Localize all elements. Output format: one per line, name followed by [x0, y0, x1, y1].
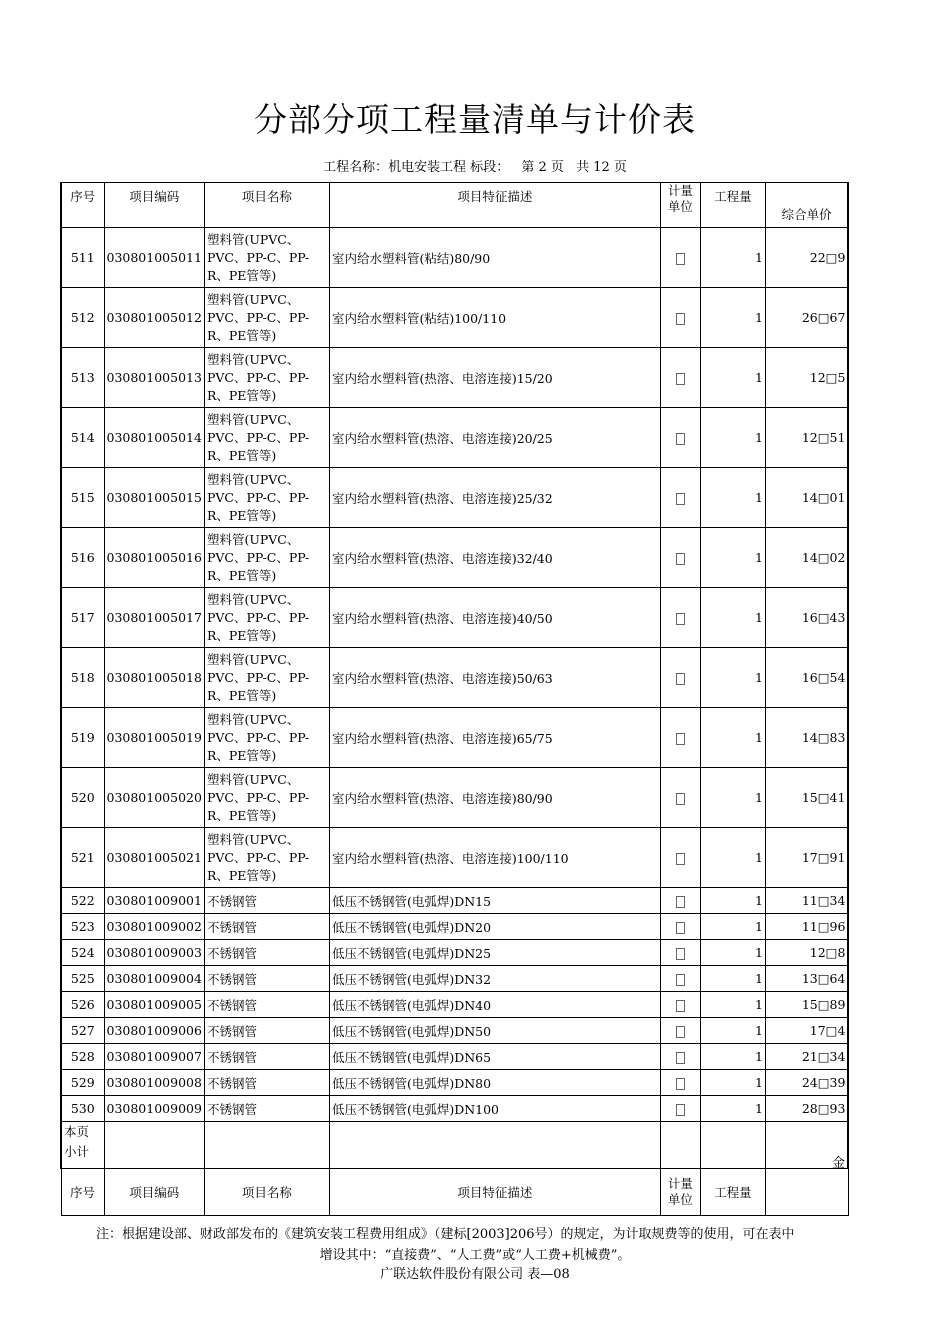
row-desc: 低压不锈钢管(电弧焊)DN20 [329, 914, 660, 940]
unit-glyph-icon [676, 853, 685, 865]
row-desc: 室内给水塑料管(热溶、电溶连接)100/110 [329, 828, 660, 888]
company-footer: 广联达软件股份有限公司 表—08 [380, 1267, 570, 1282]
row-seq: 516 [61, 528, 104, 588]
unit-glyph-icon [676, 1000, 685, 1012]
row-desc: 室内给水塑料管(粘结)80/90 [329, 228, 660, 288]
unit-glyph-icon [676, 1052, 685, 1064]
row-unit [660, 348, 700, 408]
table-row [61, 708, 848, 768]
row-desc: 低压不锈钢管(电弧焊)DN80 [329, 1070, 660, 1096]
row-desc: 低压不锈钢管(电弧焊)DN32 [329, 966, 660, 992]
row-qty: 1 [700, 768, 765, 828]
row-seq: 513 [61, 348, 104, 408]
unit-glyph-icon [676, 896, 685, 908]
row-price: 11□96 [765, 914, 848, 940]
row-code: 030801005021 [104, 828, 204, 888]
table-row [61, 408, 848, 468]
row-desc: 低压不锈钢管(电弧焊)DN65 [329, 1044, 660, 1070]
row-unit [660, 828, 700, 888]
row-qty: 1 [700, 992, 765, 1018]
row-name: 不锈钢管 [204, 940, 329, 966]
table-row [61, 888, 848, 914]
row-code: 030801009002 [104, 914, 204, 940]
row-desc: 室内给水塑料管(热溶、电溶连接)40/50 [329, 588, 660, 648]
row-qty: 1 [700, 828, 765, 888]
row-code: 030801009008 [104, 1070, 204, 1096]
row-price: 13□64 [765, 966, 848, 992]
row-code: 030801005015 [104, 468, 204, 528]
row-unit [660, 288, 700, 348]
unit-glyph-icon [676, 553, 685, 565]
row-name: 不锈钢管 [204, 1070, 329, 1096]
row-seq: 517 [61, 588, 104, 648]
table-header [61, 183, 848, 228]
row-name: 塑料管(UPVC、PVC、PP-C、PP-R、PE管等) [204, 588, 329, 648]
row-unit [660, 768, 700, 828]
subtotal-cell [204, 1122, 329, 1169]
row-seq: 524 [61, 940, 104, 966]
row-code: 030801005011 [104, 228, 204, 288]
row-price: 16□54 [765, 648, 848, 708]
row-price: 12□5 [765, 348, 848, 408]
unit-glyph-icon [676, 793, 685, 805]
row-unit [660, 408, 700, 468]
row-seq: 523 [61, 914, 104, 940]
row-price: 26□67 [765, 288, 848, 348]
unit-glyph-icon [676, 433, 685, 445]
row-seq: 528 [61, 1044, 104, 1070]
page-title: 分部分项工程量清单与计价表 [254, 100, 696, 139]
row-seq: 521 [61, 828, 104, 888]
row-unit [660, 1018, 700, 1044]
row-code: 030801009009 [104, 1096, 204, 1122]
row-desc: 室内给水塑料管(热溶、电溶连接)15/20 [329, 348, 660, 408]
row-qty: 1 [700, 468, 765, 528]
unit-glyph-icon [676, 974, 685, 986]
row-code: 030801009003 [104, 940, 204, 966]
row-qty: 1 [700, 1096, 765, 1122]
row-qty: 1 [700, 528, 765, 588]
row-desc: 低压不锈钢管(电弧焊)DN100 [329, 1096, 660, 1122]
header-name: 项目名称 [204, 183, 329, 228]
row-desc: 低压不锈钢管(电弧焊)DN40 [329, 992, 660, 1018]
table-row [61, 940, 848, 966]
row-seq: 529 [61, 1070, 104, 1096]
row-price: 17□91 [765, 828, 848, 888]
row-desc: 室内给水塑料管(粘结)100/110 [329, 288, 660, 348]
row-name: 不锈钢管 [204, 1044, 329, 1070]
row-unit [660, 528, 700, 588]
table-row [61, 1070, 848, 1096]
table-row [61, 828, 848, 888]
table-row [61, 348, 848, 408]
gold-label: 金 [832, 1156, 846, 1171]
table-row [61, 648, 848, 708]
row-price: 22□9 [765, 228, 848, 288]
footer-price [765, 1169, 848, 1216]
unit-glyph-icon [676, 948, 685, 960]
unit-glyph-icon [676, 922, 685, 934]
row-unit [660, 588, 700, 648]
row-seq: 519 [61, 708, 104, 768]
row-unit [660, 888, 700, 914]
row-desc: 室内给水塑料管(热溶、电溶连接)50/63 [329, 648, 660, 708]
row-name: 不锈钢管 [204, 888, 329, 914]
table-row [61, 1096, 848, 1122]
row-seq: 522 [61, 888, 104, 914]
row-code: 030801005012 [104, 288, 204, 348]
subtotal-row [61, 1122, 848, 1169]
row-unit [660, 940, 700, 966]
header-qty: 工程量 [700, 183, 765, 228]
row-seq: 514 [61, 408, 104, 468]
row-qty: 1 [700, 408, 765, 468]
row-desc: 低压不锈钢管(电弧焊)DN15 [329, 888, 660, 914]
row-qty: 1 [700, 348, 765, 408]
row-price: 14□01 [765, 468, 848, 528]
table-row [61, 528, 848, 588]
row-qty: 1 [700, 966, 765, 992]
footer-unit: 计量 单位 [660, 1169, 700, 1216]
note-line-2: 增设其中：“直接费”、“人工费”或“人工费+机械费”。 [319, 1248, 631, 1263]
row-name: 塑料管(UPVC、PVC、PP-C、PP-R、PE管等) [204, 708, 329, 768]
table-row [61, 992, 848, 1018]
row-price: 15□89 [765, 992, 848, 1018]
row-qty: 1 [700, 288, 765, 348]
row-unit [660, 468, 700, 528]
row-code: 030801005016 [104, 528, 204, 588]
row-seq: 512 [61, 288, 104, 348]
row-name: 塑料管(UPVC、PVC、PP-C、PP-R、PE管等) [204, 348, 329, 408]
table-row [61, 588, 848, 648]
row-price: 14□83 [765, 708, 848, 768]
row-seq: 518 [61, 648, 104, 708]
row-desc: 低压不锈钢管(电弧焊)DN25 [329, 940, 660, 966]
row-name: 塑料管(UPVC、PVC、PP-C、PP-R、PE管等) [204, 528, 329, 588]
footer-code: 项目编码 [104, 1169, 204, 1216]
row-unit [660, 966, 700, 992]
row-code: 030801009006 [104, 1018, 204, 1044]
header-code: 项目编码 [104, 183, 204, 228]
row-qty: 1 [700, 888, 765, 914]
bill-table [60, 182, 849, 1216]
row-code: 030801009005 [104, 992, 204, 1018]
row-qty: 1 [700, 1044, 765, 1070]
row-name: 塑料管(UPVC、PVC、PP-C、PP-R、PE管等) [204, 228, 329, 288]
header-unit: 计量 单位 [660, 183, 700, 228]
row-qty: 1 [700, 1070, 765, 1096]
unit-glyph-icon [676, 1026, 685, 1038]
table-row [61, 1044, 848, 1070]
row-unit [660, 1070, 700, 1096]
row-desc: 室内给水塑料管(热溶、电溶连接)32/40 [329, 528, 660, 588]
table-row [61, 914, 848, 940]
row-qty: 1 [700, 1018, 765, 1044]
row-price: 17□4 [765, 1018, 848, 1044]
row-unit [660, 648, 700, 708]
row-price: 16□43 [765, 588, 848, 648]
note-line-1: 注：根据建设部、财政部发布的《建筑安装工程费用组成》（建标[2003]206号）的规定，为计取规费等的使用，可在表中 [96, 1227, 795, 1242]
row-qty: 1 [700, 914, 765, 940]
row-price: 11□34 [765, 888, 848, 914]
row-code: 030801005019 [104, 708, 204, 768]
row-desc: 室内给水塑料管(热溶、电溶连接)20/25 [329, 408, 660, 468]
subtotal-cell [104, 1122, 204, 1169]
unit-glyph-icon [676, 493, 685, 505]
row-price: 15□41 [765, 768, 848, 828]
row-price: 12□51 [765, 408, 848, 468]
subtotal-cell [329, 1122, 660, 1169]
table-row [61, 966, 848, 992]
row-code: 030801005020 [104, 768, 204, 828]
row-seq: 526 [61, 992, 104, 1018]
header-desc: 项目特征描述 [329, 183, 660, 228]
row-name: 塑料管(UPVC、PVC、PP-C、PP-R、PE管等) [204, 288, 329, 348]
footer-desc: 项目特征描述 [329, 1169, 660, 1216]
page-number: 第 2 页 [521, 160, 564, 175]
row-name: 不锈钢管 [204, 966, 329, 992]
row-unit [660, 1044, 700, 1070]
table-row [61, 468, 848, 528]
row-seq: 527 [61, 1018, 104, 1044]
row-seq: 525 [61, 966, 104, 992]
subtotal-label: 本页 小计 [61, 1122, 104, 1169]
row-code: 030801005014 [104, 408, 204, 468]
row-desc: 室内给水塑料管(热溶、电溶连接)65/75 [329, 708, 660, 768]
page-total: 共 12 页 [576, 160, 627, 175]
row-name: 塑料管(UPVC、PVC、PP-C、PP-R、PE管等) [204, 468, 329, 528]
subtotal-cell [700, 1122, 765, 1169]
unit-glyph-icon [676, 253, 685, 265]
row-price: 24□39 [765, 1070, 848, 1096]
table-row [61, 1018, 848, 1044]
row-name: 不锈钢管 [204, 1096, 329, 1122]
row-unit [660, 228, 700, 288]
row-name: 不锈钢管 [204, 992, 329, 1018]
header-price: 综合单价 [765, 183, 848, 228]
table-row [61, 228, 848, 288]
row-qty: 1 [700, 708, 765, 768]
row-seq: 511 [61, 228, 104, 288]
subtotal-cell [660, 1122, 700, 1169]
row-desc: 低压不锈钢管(电弧焊)DN50 [329, 1018, 660, 1044]
row-seq: 520 [61, 768, 104, 828]
row-code: 030801009007 [104, 1044, 204, 1070]
row-seq: 515 [61, 468, 104, 528]
row-unit [660, 708, 700, 768]
row-price: 28□93 [765, 1096, 848, 1122]
row-qty: 1 [700, 228, 765, 288]
row-qty: 1 [700, 940, 765, 966]
row-name: 塑料管(UPVC、PVC、PP-C、PP-R、PE管等) [204, 828, 329, 888]
footer-qty: 工程量 [700, 1169, 765, 1216]
row-name: 塑料管(UPVC、PVC、PP-C、PP-R、PE管等) [204, 648, 329, 708]
row-code: 030801009004 [104, 966, 204, 992]
unit-glyph-icon [676, 373, 685, 385]
unit-glyph-icon [676, 673, 685, 685]
row-code: 030801005013 [104, 348, 204, 408]
row-desc: 室内给水塑料管(热溶、电溶连接)25/32 [329, 468, 660, 528]
row-price: 12□8 [765, 940, 848, 966]
row-qty: 1 [700, 588, 765, 648]
unit-glyph-icon [676, 733, 685, 745]
row-name: 塑料管(UPVC、PVC、PP-C、PP-R、PE管等) [204, 768, 329, 828]
row-qty: 1 [700, 648, 765, 708]
row-code: 030801009001 [104, 888, 204, 914]
unit-glyph-icon [676, 1078, 685, 1090]
row-code: 030801005017 [104, 588, 204, 648]
footer-name: 项目名称 [204, 1169, 329, 1216]
row-desc: 室内给水塑料管(热溶、电溶连接)80/90 [329, 768, 660, 828]
row-seq: 530 [61, 1096, 104, 1122]
row-price: 14□02 [765, 528, 848, 588]
row-name: 不锈钢管 [204, 1018, 329, 1044]
table-row [61, 288, 848, 348]
row-code: 030801005018 [104, 648, 204, 708]
unit-glyph-icon [676, 313, 685, 325]
row-unit [660, 1096, 700, 1122]
footer-seq: 序号 [61, 1169, 104, 1216]
table-footer-header [61, 1169, 848, 1216]
page-subtitle [0, 156, 950, 175]
project-name: 工程名称：机电安装工程 标段： [323, 160, 510, 175]
table-row [61, 768, 848, 828]
header-seq: 序号 [61, 183, 104, 228]
row-name: 不锈钢管 [204, 914, 329, 940]
unit-glyph-icon [676, 613, 685, 625]
unit-glyph-icon [676, 1104, 685, 1116]
row-price: 21□34 [765, 1044, 848, 1070]
row-unit [660, 992, 700, 1018]
row-name: 塑料管(UPVC、PVC、PP-C、PP-R、PE管等) [204, 408, 329, 468]
row-unit [660, 914, 700, 940]
